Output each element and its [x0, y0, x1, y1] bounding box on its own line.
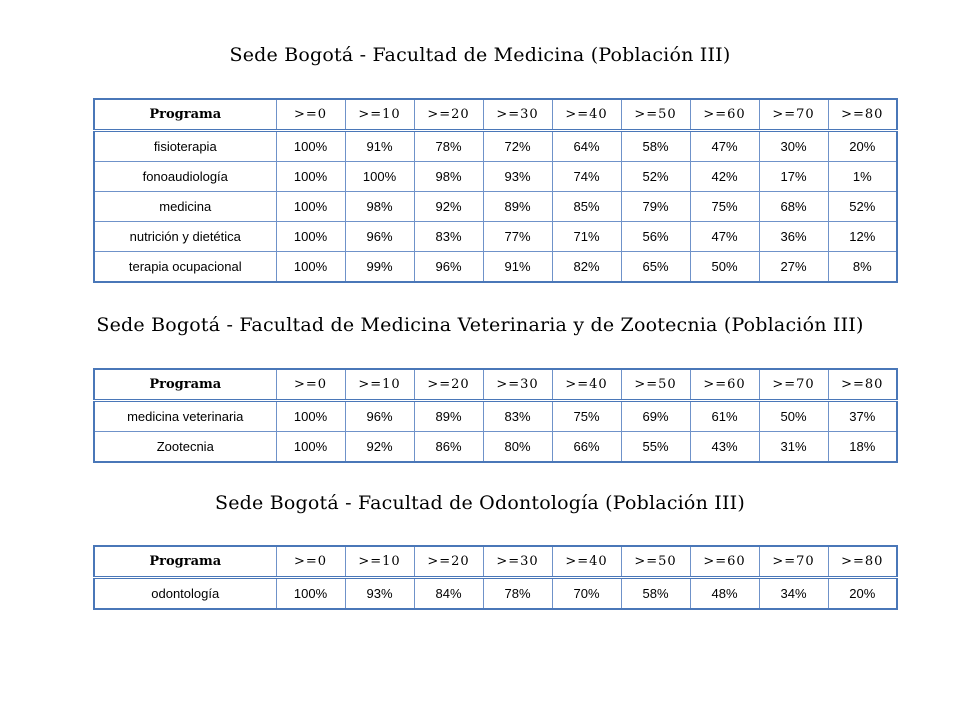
percentage-cell: 20%	[828, 131, 897, 162]
percentage-cell: 98%	[414, 162, 483, 192]
percentage-cell: 34%	[759, 578, 828, 610]
percentage-cell: 66%	[552, 432, 621, 463]
percentage-cell: 75%	[552, 401, 621, 432]
table-row	[94, 578, 897, 610]
column-header-threshold: >=30	[483, 369, 552, 401]
table-row	[94, 432, 897, 463]
percentage-cell: 100%	[276, 131, 345, 162]
column-header-threshold: >=80	[828, 99, 897, 131]
percentage-cell: 91%	[345, 131, 414, 162]
percentage-cell: 64%	[552, 131, 621, 162]
percentage-cell: 37%	[828, 401, 897, 432]
section-title-medicina: Sede Bogotá - Facultad de Medicina (Población III)	[229, 44, 731, 66]
percentage-cell: 56%	[621, 222, 690, 252]
table-row	[94, 162, 897, 192]
column-header-threshold: >=70	[759, 546, 828, 578]
percentage-cell: 100%	[345, 162, 414, 192]
percentage-cell: 72%	[483, 131, 552, 162]
percentage-cell: 100%	[276, 162, 345, 192]
percentage-cell: 58%	[621, 131, 690, 162]
column-header-threshold: >=10	[345, 99, 414, 131]
percentage-cell: 78%	[414, 131, 483, 162]
percentage-cell: 43%	[690, 432, 759, 463]
percentage-cell: 61%	[690, 401, 759, 432]
program-name-cell: odontología	[94, 578, 276, 610]
table-row	[94, 252, 897, 283]
column-header-threshold: >=80	[828, 369, 897, 401]
column-header-threshold: >=70	[759, 99, 828, 131]
percentage-cell: 100%	[276, 578, 345, 610]
percentage-cell: 50%	[690, 252, 759, 283]
column-header-threshold: >=40	[552, 546, 621, 578]
percentage-cell: 18%	[828, 432, 897, 463]
percentage-cell: 96%	[345, 222, 414, 252]
program-name-cell: medicina veterinaria	[94, 401, 276, 432]
percentage-cell: 8%	[828, 252, 897, 283]
column-header-threshold: >=50	[621, 99, 690, 131]
percentage-cell: 78%	[483, 578, 552, 610]
column-header-threshold: >=40	[552, 369, 621, 401]
table-medicina	[93, 98, 898, 283]
column-header-threshold: >=30	[483, 546, 552, 578]
percentage-cell: 98%	[345, 192, 414, 222]
percentage-cell: 17%	[759, 162, 828, 192]
percentage-cell: 31%	[759, 432, 828, 463]
percentage-cell: 52%	[621, 162, 690, 192]
program-name-cell: Zootecnia	[94, 432, 276, 463]
program-name-cell: fisioterapia	[94, 131, 276, 162]
table-odontologia	[93, 545, 898, 610]
percentage-cell: 100%	[276, 222, 345, 252]
percentage-cell: 48%	[690, 578, 759, 610]
column-header-threshold: >=20	[414, 369, 483, 401]
percentage-cell: 69%	[621, 401, 690, 432]
column-header-programa: Programa	[94, 99, 276, 131]
percentage-cell: 83%	[483, 401, 552, 432]
percentage-cell: 52%	[828, 192, 897, 222]
column-header-threshold: >=0	[276, 99, 345, 131]
percentage-cell: 80%	[483, 432, 552, 463]
column-header-threshold: >=20	[414, 99, 483, 131]
percentage-cell: 85%	[552, 192, 621, 222]
table-row	[94, 401, 897, 432]
percentage-cell: 79%	[621, 192, 690, 222]
column-header-programa: Programa	[94, 546, 276, 578]
percentage-cell: 70%	[552, 578, 621, 610]
percentage-cell: 75%	[690, 192, 759, 222]
program-name-cell: nutrición y dietética	[94, 222, 276, 252]
percentage-cell: 89%	[483, 192, 552, 222]
section-title-veterinaria: Sede Bogotá - Facultad de Medicina Veterinaria y de Zootecnia (Población III)	[96, 314, 864, 336]
percentage-cell: 100%	[276, 192, 345, 222]
percentage-cell: 71%	[552, 222, 621, 252]
table-row	[94, 131, 897, 162]
percentage-cell: 55%	[621, 432, 690, 463]
column-header-threshold: >=80	[828, 546, 897, 578]
percentage-cell: 36%	[759, 222, 828, 252]
percentage-cell: 47%	[690, 131, 759, 162]
percentage-cell: 1%	[828, 162, 897, 192]
percentage-cell: 96%	[345, 401, 414, 432]
table-header-row	[94, 99, 897, 131]
percentage-cell: 86%	[414, 432, 483, 463]
column-header-threshold: >=0	[276, 369, 345, 401]
percentage-cell: 58%	[621, 578, 690, 610]
percentage-cell: 93%	[483, 162, 552, 192]
table-row	[94, 192, 897, 222]
percentage-cell: 27%	[759, 252, 828, 283]
table-veterinaria	[93, 368, 898, 463]
percentage-cell: 12%	[828, 222, 897, 252]
percentage-cell: 83%	[414, 222, 483, 252]
percentage-cell: 91%	[483, 252, 552, 283]
percentage-cell: 74%	[552, 162, 621, 192]
program-name-cell: medicina	[94, 192, 276, 222]
column-header-threshold: >=0	[276, 546, 345, 578]
column-header-threshold: >=60	[690, 99, 759, 131]
percentage-cell: 50%	[759, 401, 828, 432]
percentage-cell: 82%	[552, 252, 621, 283]
percentage-cell: 99%	[345, 252, 414, 283]
table-header-row	[94, 369, 897, 401]
program-name-cell: fonoaudiología	[94, 162, 276, 192]
column-header-programa: Programa	[94, 369, 276, 401]
percentage-cell: 89%	[414, 401, 483, 432]
percentage-cell: 84%	[414, 578, 483, 610]
percentage-cell: 30%	[759, 131, 828, 162]
program-name-cell: terapia ocupacional	[94, 252, 276, 283]
percentage-cell: 92%	[345, 432, 414, 463]
percentage-cell: 93%	[345, 578, 414, 610]
percentage-cell: 92%	[414, 192, 483, 222]
table-header-row	[94, 546, 897, 578]
percentage-cell: 47%	[690, 222, 759, 252]
column-header-threshold: >=50	[621, 369, 690, 401]
column-header-threshold: >=10	[345, 546, 414, 578]
percentage-cell: 20%	[828, 578, 897, 610]
column-header-threshold: >=60	[690, 546, 759, 578]
percentage-cell: 65%	[621, 252, 690, 283]
column-header-threshold: >=10	[345, 369, 414, 401]
column-header-threshold: >=40	[552, 99, 621, 131]
percentage-cell: 42%	[690, 162, 759, 192]
section-title-odontologia: Sede Bogotá - Facultad de Odontología (Población III)	[215, 492, 745, 514]
column-header-threshold: >=50	[621, 546, 690, 578]
percentage-cell: 68%	[759, 192, 828, 222]
column-header-threshold: >=20	[414, 546, 483, 578]
percentage-cell: 100%	[276, 432, 345, 463]
table-row	[94, 222, 897, 252]
percentage-cell: 77%	[483, 222, 552, 252]
column-header-threshold: >=30	[483, 99, 552, 131]
column-header-threshold: >=70	[759, 369, 828, 401]
percentage-cell: 96%	[414, 252, 483, 283]
column-header-threshold: >=60	[690, 369, 759, 401]
percentage-cell: 100%	[276, 401, 345, 432]
percentage-cell: 100%	[276, 252, 345, 283]
